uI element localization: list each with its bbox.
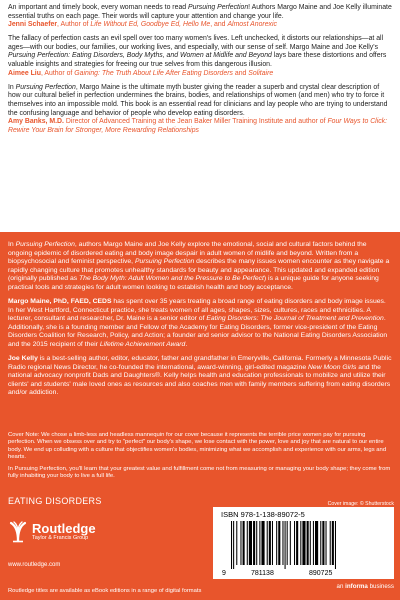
quote-text: The fallacy of perfection casts an evil spell over too many women's lives. Left unchecked, it distorts our relationships—at all ages—with our bodies, our families, our working lives, and especially, with our sense of self. Margo Maine and Joe Kelly's Pursuing Perfection: Eating Disorders, Body Myths, and Women at Midlife and Beyond lays bare these distortions and offers valuable insights and strategies for freeing our true selves from this dangerous illusion. [8, 35, 387, 69]
author-bio-maine: Margo Maine, PhD, FAED, CEDS has spent over 35 years treating a broad range of eating disorders and body image issues. In her West Hartford, Connecticut practice, she treats women of all ages, shapes, sizes, cultures, races and ethnicities. A lecturer, consultant and researcher, Dr. Maine is a senior editor of Eating Disorders: The Journal of Treatment and Prevention. Additionally, she is a founding member and Fellow of the Academy for Eating Disorders, former vice-president of the Eating Disorders Coalition for Research, Policy, and Action; a founder and senior advisor to the National Eating Disorders Association and the 2015 recipient of their Lifetime Achievement Award. [8, 298, 388, 348]
barcode-bar [253, 521, 255, 565]
author-bio-kelly: Joe Kelly is a best-selling author, editor, educator, father and grandfather in Emeryville, California. Formerly a Minnesota Public Radio regional News Director, he co-founded the international, award-winning, girl-edited magazine New Moon Girls and the national advocacy nonprofit Dads and Daughters®. Kelly helps health and education professionals to mobilize and utilize their clients' and students' male loved ones as resources and also coaches men with family members suffering from eating disorders and/or addiction. [8, 355, 392, 396]
quote-text: An important and timely book, every woman needs to read Pursuing Perfection! Authors Margo Maine and Joe Kelly illuminate essential truths on each page. Their words will capture your attention and change your life. [8, 4, 392, 20]
praise-panel [0, 0, 400, 232]
summary-paragraph: In Pursuing Perfection, authors Margo Maine and Joe Kelly explore the emotional, social and cultural factors behind the ongoing epidemic of disordered eating and body image despair in adult women of midlife and beyond. Written from a biopsychosocial and feminist perspective, Pursuing Perfection describes the many issues women encounter as they navigate a rapidly changing culture that promotes unhealthy standards for beauty and appearance. This updated and expanded edition (originally published as The Body Myth: Adult Women and the Pressure to Be Perfect) is a unique guide for anyone seeking practical tools and strategies for adult women looking to establish health and body acceptance. [8, 241, 390, 291]
praise-quote [8, 84, 392, 136]
isbn-barcode [213, 507, 394, 579]
quote-text: In Pursuing Perfection, Margo Maine is the ultimate myth buster giving the reader a superb and crystal clear description of how our cultural belief in perfection undermines the brains, bodies, and relationships of women (and men) who try to force it themselves into an impossible mold. This book is an essential read for clinicians and lay people who are trying to understand the confusing language and behavior of people who develop eating disorders. [8, 83, 388, 117]
subject-category: EATING DISORDERS [8, 496, 102, 506]
barcode-digit-first: 9 [222, 570, 226, 577]
barcode-bar [236, 521, 237, 565]
barcode-bar [243, 521, 245, 565]
barcode-bar [276, 521, 277, 565]
barcode-bar [322, 521, 324, 565]
publisher-group: Taylor & Francis Group [32, 535, 89, 541]
barcode-bar [290, 521, 291, 565]
isbn-label: ISBN 978-1-138-89072-5 [221, 510, 305, 519]
publisher-name: Routledge [32, 521, 96, 536]
cover-note-paragraph: In Pursuing Perfection, you'll learn that your greatest value and fulfillment come not from measuring or managing your body shape; they come from fully inhabiting your body to live a full life. [8, 466, 391, 480]
book-description [8, 241, 392, 404]
barcode-digits-right: 890725 [309, 570, 333, 577]
barcode-bar [315, 521, 318, 565]
barcode-bar [247, 521, 248, 565]
ebook-note: Routledge titles are available as eBook editions in a range of digital formats [8, 588, 202, 594]
barcode-bar [330, 521, 331, 565]
informa-tagline: an informa business [336, 583, 394, 590]
barcode-bar [278, 521, 280, 565]
barcode-bar [249, 521, 252, 565]
praise-quote [8, 35, 392, 78]
barcode-bar [294, 521, 295, 565]
barcode-digits-left: 781138 [251, 570, 274, 577]
praise-quote [8, 4, 392, 30]
barcode-bar [307, 521, 309, 565]
barcode-bar [282, 521, 283, 565]
barcode-bar [326, 521, 327, 565]
routledge-logo-icon [8, 521, 28, 543]
cover-note-paragraph: Cover Note: We chose a limb-less and headless mannequin for our cover because it represents the terrible price women pay for pursuing perfection. When we obsess over and try to "perfect" our body's shape, we lose contact with the power, love and joy that are natural to our entire body. We end up colluding with a culture that objectifies women's bodies, minimizing what we accomplish and experience with our arms, legs and hearts. [8, 432, 387, 460]
barcode-bar [332, 521, 334, 565]
barcode-bar [261, 521, 264, 565]
barcode-bar [320, 521, 321, 565]
quote-attribution: Amy Banks, M.D. Director of Advanced Training at the Jean Baker Miller Training Institute and author of Four Ways to Click: Rewire Your Brain for Stronger, More Rewarding Relationships [8, 118, 388, 134]
barcode-bar [302, 521, 305, 565]
barcode-bar [256, 521, 257, 565]
barcode-bar [300, 521, 301, 565]
publisher-website: www.routledge.com [8, 562, 61, 568]
barcode-bar [287, 521, 288, 565]
barcode-bar [310, 521, 311, 565]
barcode-bar [259, 521, 260, 565]
publisher-logo [8, 521, 96, 543]
barcode-bar [313, 521, 314, 565]
cover-note [8, 432, 392, 486]
quote-attribution: Jenni Schaefer, Author of Life Without Ed, Goodbye Ed, Hello Me, and Almost Anorexic [8, 21, 277, 29]
barcode-bar [335, 521, 336, 569]
barcode-bar [296, 521, 298, 565]
barcode-bar [269, 521, 271, 565]
cover-image-credit: Cover image: © Shutterstock [327, 501, 394, 507]
barcode-icon [221, 521, 386, 577]
quote-attribution: Aimee Liu, Author of Gaining: The Truth About Life After Eating Disorders and Solitaire [8, 69, 274, 77]
barcode-bar [233, 521, 234, 569]
barcode-bar [240, 521, 241, 565]
barcode-bar [272, 521, 273, 565]
barcode-bar [285, 521, 286, 569]
barcode-bar [231, 521, 232, 569]
barcode-bar [267, 521, 268, 565]
